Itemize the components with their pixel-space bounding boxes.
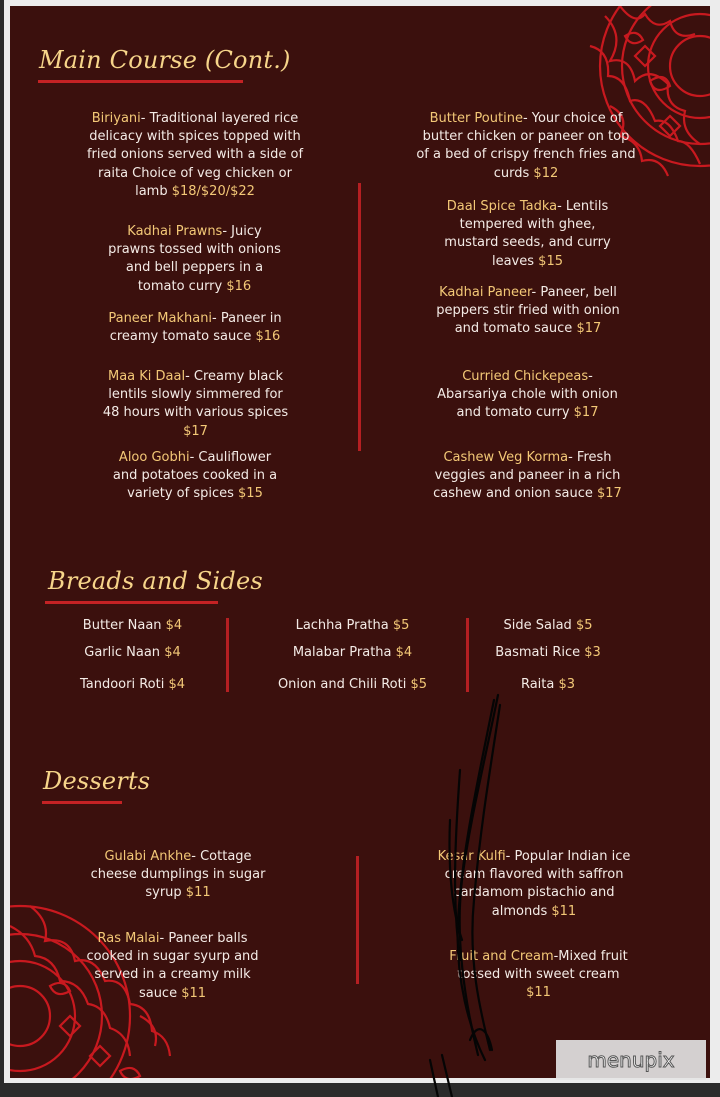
column-divider — [226, 618, 229, 692]
menu-item-curried-chickepeas: Curried Chickepeas- Abarsariya chole with onion and tomato curry $17 — [437, 369, 618, 421]
section-title-breads-and-sides: Breads and Sides — [48, 567, 263, 595]
menu-item-paneer-makhani: Paneer Makhani- Paneer in creamy tomato sauce $16 — [108, 311, 282, 345]
menu-item-daal-spice-tadka: Daal Spice Tadka- Lentils tempered with ghee, mustard seeds, and curry leaves $15 — [444, 199, 611, 269]
side-item: Garlic Naan $4 — [84, 645, 181, 660]
side-item: Tandoori Roti $4 — [79, 677, 186, 692]
menu-item-biriyani: Biriyani- Traditional layered rice delicacy with spices topped with fried onions served with a side of raita Choice of veg chicken or lamb $18/$20/$22 — [86, 111, 304, 199]
dessert-item-gulabi-ankhe: Gulabi Ankhe- Cottage cheese dumplings in sugar syrup $11 — [90, 849, 266, 901]
side-item: Butter Naan $4 — [82, 618, 183, 633]
menu-item-cashew-veg-korma: Cashew Veg Korma- Fresh veggies and paneer in a rich cashew and onion sauce $17 — [433, 450, 622, 502]
section-rule — [42, 801, 122, 804]
bottom-strip — [0, 1083, 720, 1097]
section-title-main-course: Main Course (Cont.) — [39, 46, 291, 74]
dessert-item-ras-malai: Ras Malai- Paneer balls cooked in sugar syurp and served in a creamy milk sauce $11 — [86, 931, 259, 1001]
column-divider — [466, 618, 469, 692]
dessert-item-kesar-kulfi: Kesar Kulfi- Popular Indian ice cream flavored with saffron cardamom pistachio and almonds $11 — [437, 849, 631, 919]
column-divider — [356, 856, 359, 984]
menu-item-maa-ki-daal: Maa Ki Daal- Creamy black lentils slowly simmered for 48 hours with various spices $17 — [102, 369, 289, 439]
side-item: Lachha Pratha $5 — [295, 618, 410, 633]
section-title-desserts: Desserts — [43, 767, 151, 795]
side-item: Malabar Pratha $4 — [292, 645, 413, 660]
side-item: Side Salad $5 — [503, 618, 593, 633]
menu-item-butter-poutine: Butter Poutine- Your choice of butter chicken or paneer on top of a bed of crispy french fries and curds $12 — [416, 111, 636, 181]
side-item: Onion and Chili Roti $5 — [277, 677, 428, 692]
section-rule — [45, 601, 218, 604]
column-divider — [358, 183, 361, 451]
watermark-logo: menupix — [556, 1040, 706, 1080]
menu-item-kadhai-paneer: Kadhai Paneer- Paneer, bell peppers stir fried with onion and tomato sauce $17 — [436, 285, 620, 337]
section-rule — [38, 80, 243, 83]
menu-page — [10, 6, 710, 1078]
dessert-item-fruit-and-cream: Fruit and Cream-Mixed fruit tossed with sweet cream $11 — [449, 949, 628, 1001]
side-item: Basmati Rice $3 — [495, 645, 601, 660]
side-item: Raita $3 — [520, 677, 576, 692]
menu-item-aloo-gobhi: Aloo Gobhi- Cauliflower and potatoes cooked in a variety of spices $15 — [112, 450, 278, 502]
menu-item-kadhai-prawns: Kadhai Prawns- Juicy prawns tossed with onions and bell peppers in a tomato curry $16 — [108, 224, 281, 294]
page-edge — [0, 0, 4, 1097]
